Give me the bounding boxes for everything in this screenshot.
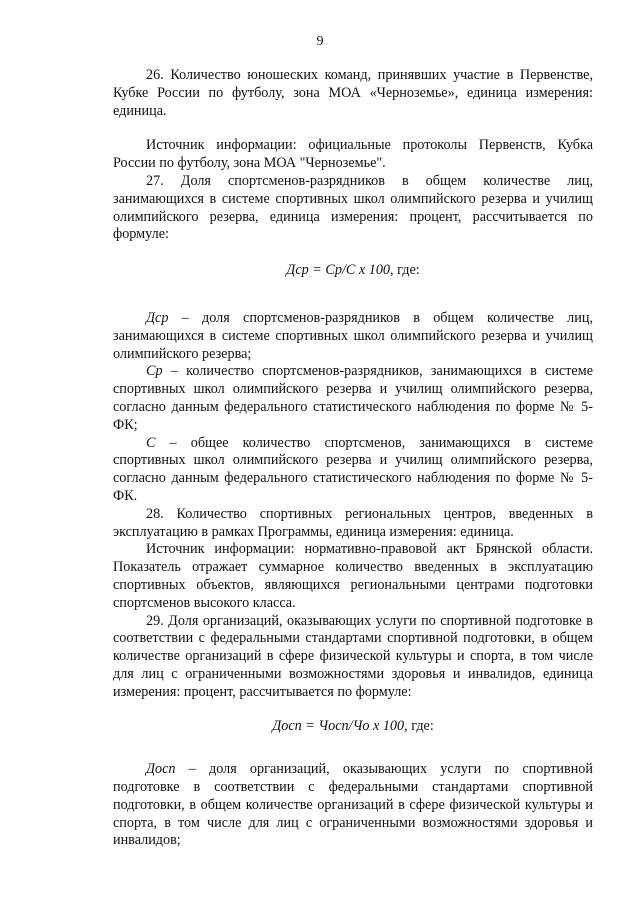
formula-27-expr: Дср = Ср/С х 100,	[286, 262, 394, 279]
definition-dosp-text: – доля организаций, оказывающих услуги по спортивной подготовке в соответствии с федеральными стандартами спортивной подготовки, в общем количестве организаций в сфере физической культуры и спорта, в том числе для лиц с ограниченными возможностями здоровья и инвалидов;	[113, 761, 593, 849]
formula-29	[113, 718, 593, 736]
item-26: 26. Количество юношеских команд, принявших участие в Первенстве, Кубке России по футболу, зона МОА «Черноземье», единица измерения: единица.	[113, 67, 593, 119]
definition-dsr-term: Дср	[146, 309, 169, 326]
definition-dosp	[113, 761, 593, 850]
definition-sr-term: Ср	[146, 363, 163, 380]
definition-s	[113, 435, 593, 506]
formula-27	[113, 262, 593, 280]
item-29: 29. Доля организаций, оказывающих услуги по спортивной подготовке в соответствии с федеральными стандартами спортивной подготовки, в общем количестве организаций в сфере физической культуры и спорта, в том числе для лиц с ограниченными возможностями здоровья и инвалидов, единица измерения: процент, рассчитывается по формуле:	[113, 612, 593, 700]
page-number: 9	[316, 34, 324, 49]
formula-29-suffix: где:	[407, 717, 434, 734]
formula-27-suffix: где:	[393, 262, 420, 279]
formula-29-expr: Досп = Чосп/Чо х 100,	[272, 717, 408, 734]
definition-dosp-term: Досп	[146, 761, 176, 778]
definition-dsr-text: – доля спортсменов-разрядников в общем количестве лиц, занимающихся в системе спортивных школ олимпийского резерва и училищ олимпийского резерва;	[113, 309, 593, 362]
definition-s-text: – общее количество спортсменов, занимающихся в системе спортивных школ олимпийского резерва и училищ олимпийского резерва, согласно данным федерального статистического наблюдения по форме № 5-ФК.	[113, 434, 593, 504]
document-body	[113, 67, 593, 850]
definition-sr	[113, 363, 593, 434]
definition-dsr	[113, 310, 593, 363]
item-27: 27. Доля спортсменов-разрядников в общем количестве лиц, занимающихся в системе спортивных школ олимпийского резерва и училищ олимпийского резерва, единица измерения: процент, рассчитывается по формуле:	[113, 172, 593, 243]
item-28-source: Источник информации: нормативно-правовой акт Брянской области. Показатель отражает суммарное количество введенных в эксплуатацию спортивных объектов, являющихся региональными центрами подготовки спортсменов высокого класса.	[113, 541, 593, 611]
item-26-source: Источник информации: официальные протоколы Первенств, Кубка России по футболу, зона МОА "Черноземье".	[113, 137, 593, 172]
definition-sr-text: – количество спортсменов-разрядников, занимающихся в системе спортивных школ олимпийского резерва и училищ олимпийского резерва, согласно данным федерального статистического наблюдения по форме № 5-ФК;	[113, 363, 593, 433]
item-28: 28. Количество спортивных региональных центров, введенных в эксплуатацию в рамках Программы, единица измерения: единица.	[113, 505, 593, 540]
definition-s-term: С	[146, 434, 156, 451]
